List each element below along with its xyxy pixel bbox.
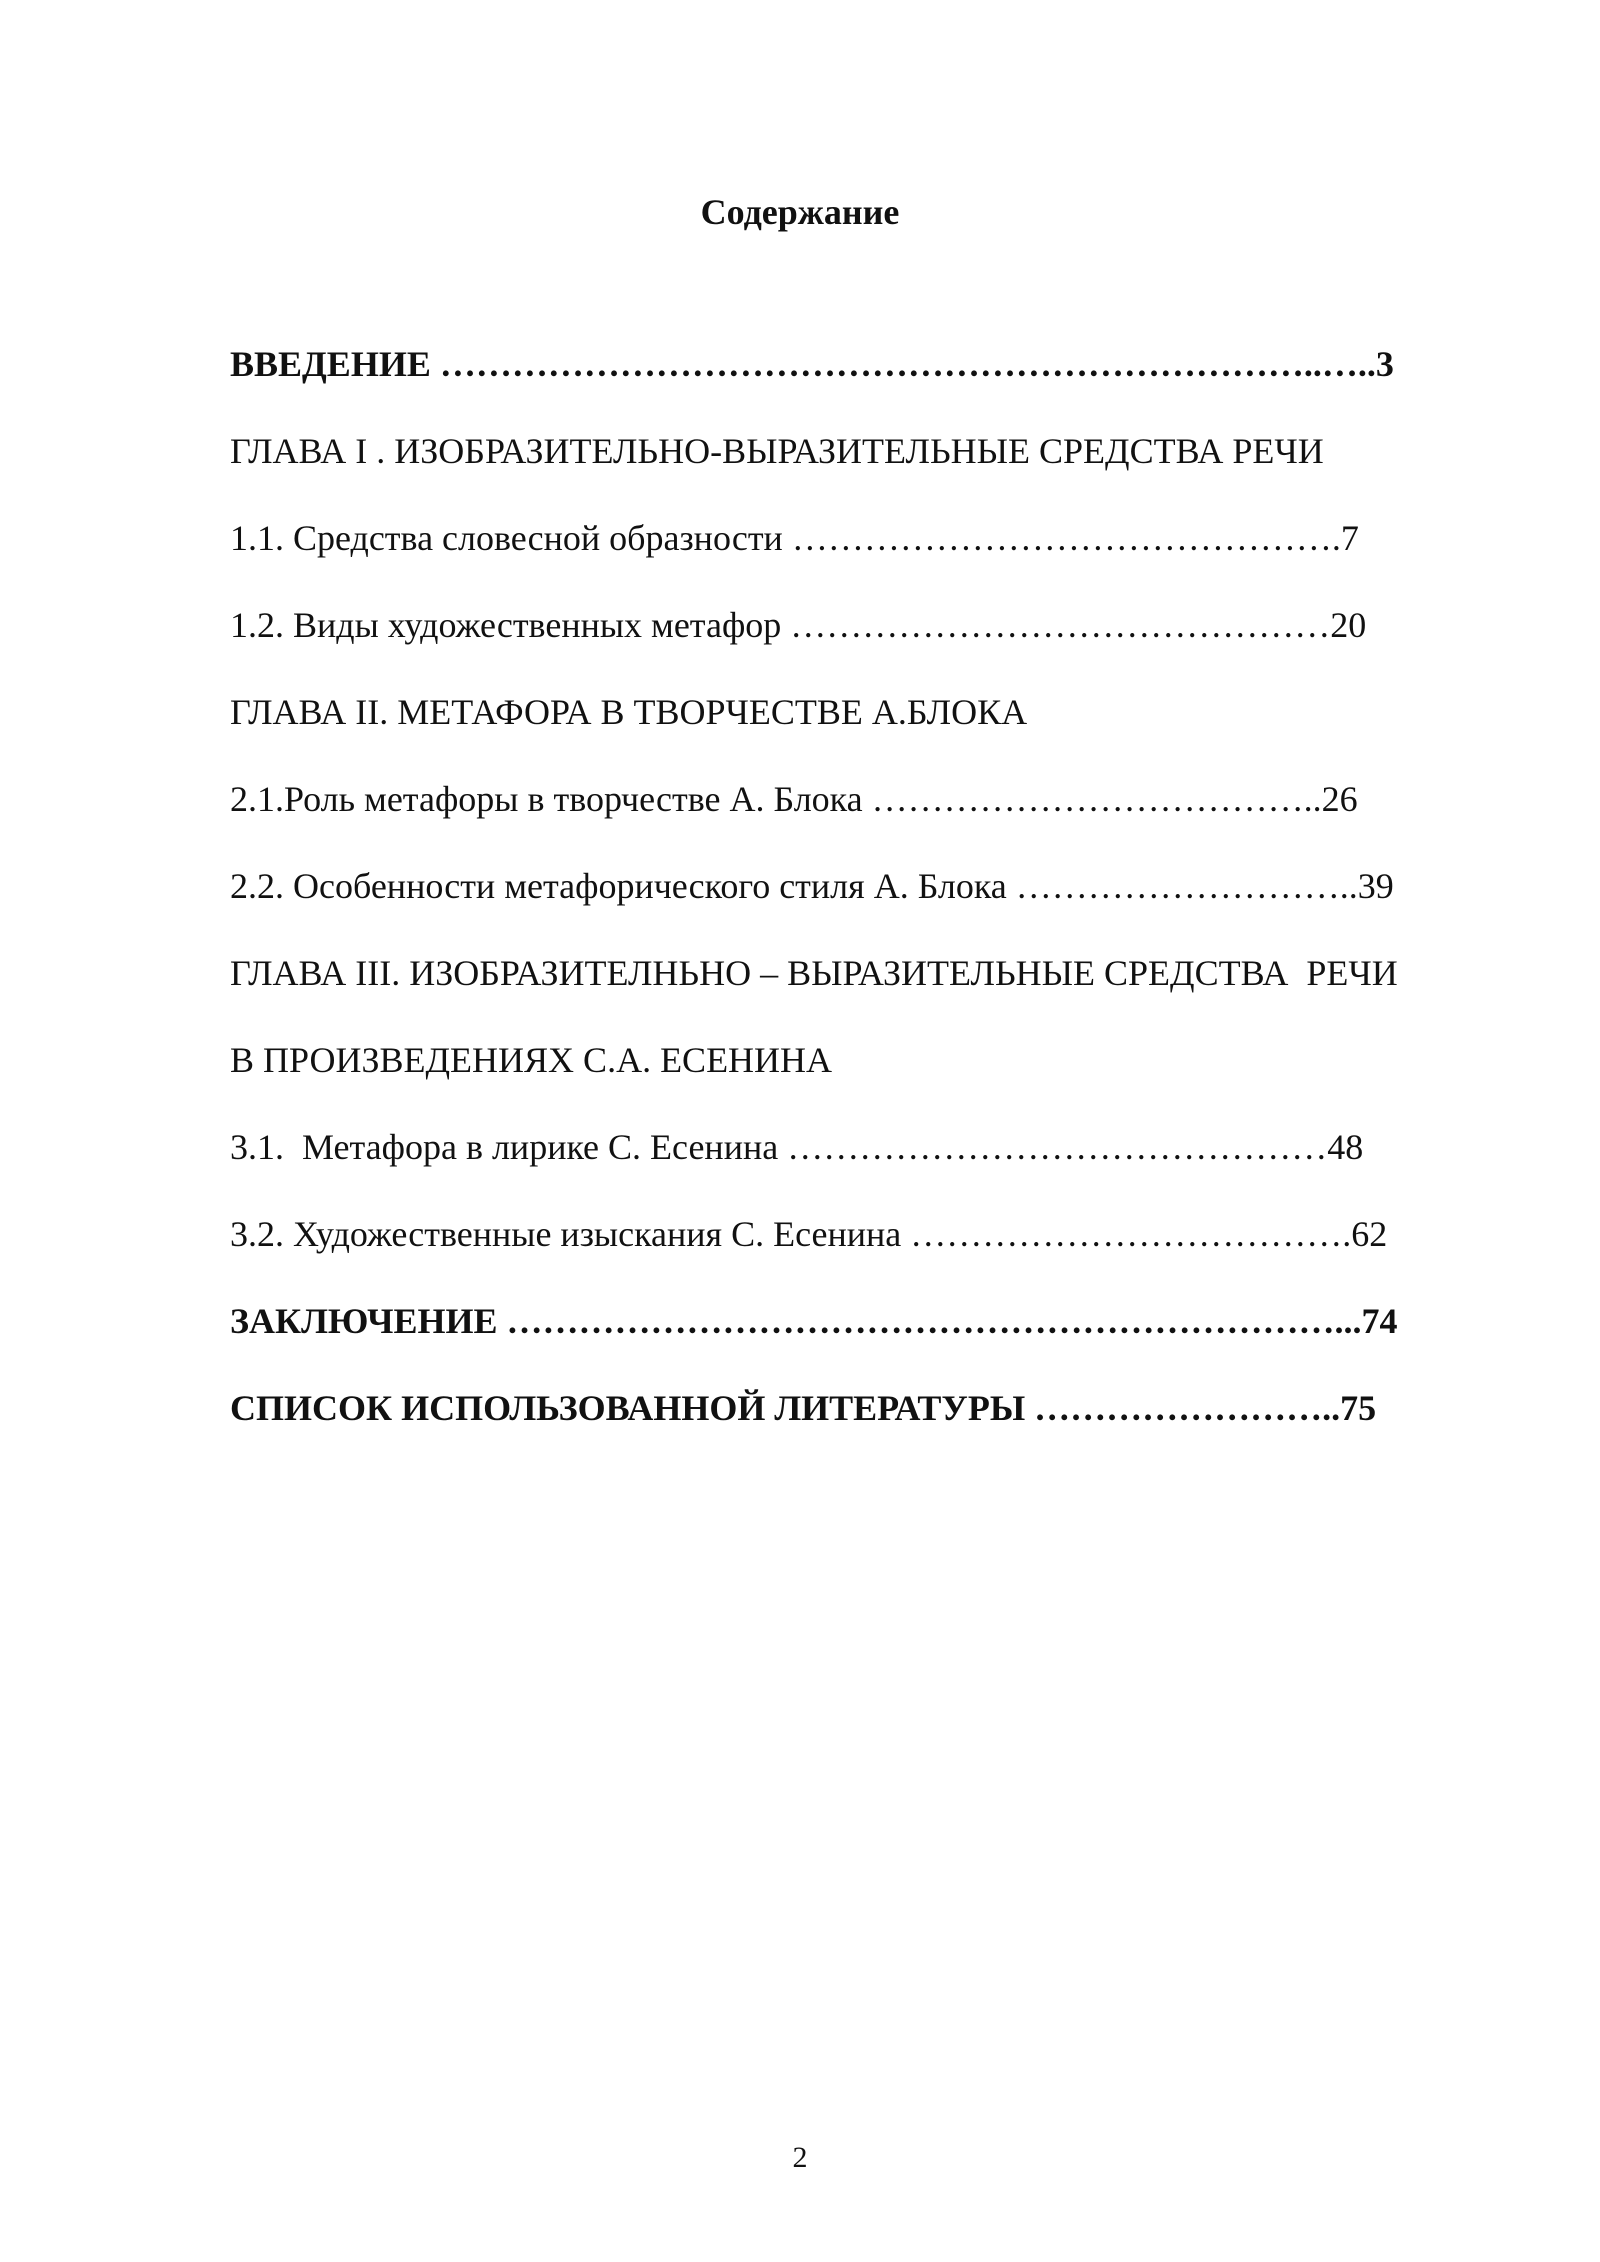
toc-entry-section-1-2: 1.2. Виды художественных метафор ………………………………………20	[230, 605, 1367, 645]
toc-entry-chapter-2: ГЛАВА II. МЕТАФОРА В ТВОРЧЕСТВЕ А.БЛОКА	[230, 692, 1028, 732]
toc-entry-section-2-1: 2.1.Роль метафоры в творчестве А. Блока ………………………………..26	[230, 779, 1358, 819]
toc-entry-chapter-3: ГЛАВА III. ИЗОБРАЗИТЕЛНЬНО – ВЫРАЗИТЕЛЬНЫЕ СРЕДСТВА РЕЧИ	[230, 953, 1398, 993]
toc-entry-section-1-1: 1.1. Средства словесной образности ……………………………………….7	[230, 518, 1359, 558]
toc-entry-section-3-1: 3.1. Метафора в лирике С. Есенина ………………………………………48	[230, 1127, 1364, 1167]
toc-entry-chapter-3-continued: В ПРОИЗВЕДЕНИЯХ С.А. ЕСЕНИНА	[230, 1040, 833, 1080]
toc-entry-bibliography: СПИСОК ИСПОЛЬЗОВАННОЙ ЛИТЕРАТУРЫ ……………………..75	[230, 1388, 1377, 1428]
page-title: Содержание	[700, 192, 900, 232]
toc-entry-section-2-2: 2.2. Особенности метафорического стиля А. Блока ………………………..39	[230, 866, 1394, 906]
toc-entry-section-3-2: 3.2. Художественные изыскания С. Есенина ……………………………….62	[230, 1214, 1388, 1254]
toc-entry-introduction: ВВЕДЕНИЕ ………………………………………………………………..…..3	[230, 344, 1394, 384]
toc-entry-chapter-1: ГЛАВА I . ИЗОБРАЗИТЕЛЬНО-ВЫРАЗИТЕЛЬНЫЕ СРЕДСТВА РЕЧИ	[230, 431, 1324, 471]
toc-entry-conclusion: ЗАКЛЮЧЕНИЕ ……………………………………………………………...74	[230, 1301, 1398, 1341]
page-number: 2	[792, 2141, 808, 2174]
